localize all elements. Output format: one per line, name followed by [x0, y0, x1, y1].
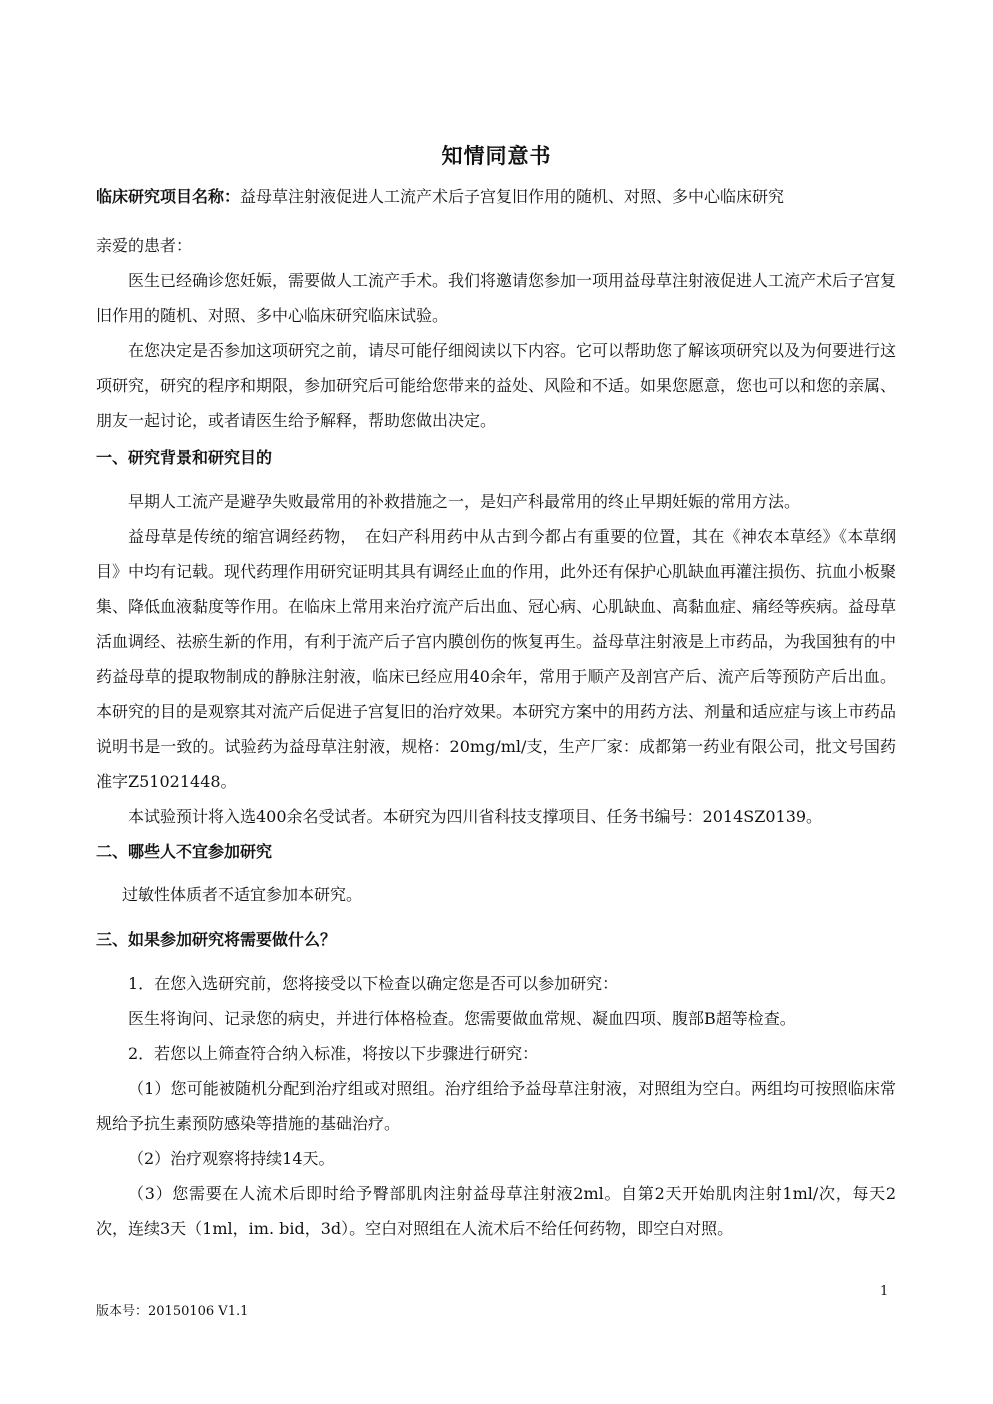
intro-paragraph-1: 医生已经确诊您妊娠，需要做人工流产手术。我们将邀请您参加一项用益母草注射液促进人工流产术后子宫复旧作用的随机、对照、多中心临床研究临床试验。	[96, 271, 897, 325]
section-2-paragraph-1: 过敏性体质者不适宜参加本研究。	[122, 885, 363, 904]
document-body	[96, 228, 896, 438]
section-2-heading: 二、哪些人不宜参加研究	[96, 842, 273, 861]
section-3	[96, 922, 896, 957]
section-1-body	[96, 484, 896, 834]
section-1-paragraph-1: 早期人工流产是避孕失败最常用的补救措施之一，是妇产科最常用的终止早期妊娠的常用方法。	[128, 492, 801, 511]
section-3-heading: 三、如果参加研究将需要做什么？	[96, 930, 337, 949]
intro-paragraph-2: 在您决定是否参加这项研究之前，请尽可能仔细阅读以下内容。它可以帮助您了解该项研究以及为何要进行这项研究，研究的程序和期限，参加研究后可能给您带来的益处、风险和不适。如果您愿意，您也可以和您的亲属、朋友一起讨论，或者请医生给予解释，帮助您做出决定。	[96, 341, 897, 430]
section-1-heading: 一、研究背景和研究目的	[96, 448, 273, 467]
section-1-paragraph-3: 本试验预计将入选400余名受试者。本研究为四川省科技支撑项目、任务书编号：2014SZ0139。	[128, 807, 823, 826]
section-1-paragraph-2: 益母草是传统的缩宫调经药物， 在妇产科用药中从古到今都占有重要的位置，其在《神农本草经》《本草纲目》中均有记载。现代药理作用研究证明其具有调经止血的作用，此外还有保护心肌缺血再灌注损伤、抗血小板聚集、降低血液黏度等作用。在临床上常用来治疗流产后出血、冠心病、心肌缺血、高黏血症、痛经等疾病。益母草活血调经、祛瘀生新的作用，有利于流产后子宫内膜创伤的恢复再生。益母草注射液是上市药品，为我国独有的中药益母草的提取物制成的静脉注射液，临床已经应用40余年，常用于顺产及剖宫产后、流产后等预防产后出血。本研究的目的是观察其对流产后促进子宫复旧的治疗效果。本研究方案中的用药方法、剂量和适应症与该上市药品说明书是一致的。试验药为益母草注射液，规格：20mg/ml/支，生产厂家：成都第一药业有限公司，批文号国药准字Z51021448。	[96, 527, 897, 791]
section-3-paragraph-6: （3）您需要在人流术后即时给予臀部肌肉注射益母草注射液2ml。自第2天开始肌肉注射1ml/次，每天2次，连续3天（1ml，im. bid，3d）。空白对照组在人流术后不给任何药物，即空白对照。	[96, 1184, 896, 1238]
section-1	[96, 440, 896, 475]
greeting: 亲爱的患者：	[96, 236, 193, 255]
page-number: 1	[880, 1284, 889, 1299]
project-name-label: 临床研究项目名称：	[96, 187, 241, 206]
section-3-paragraph-1: 1．在您入选研究前，您将接受以下检查以确定您是否可以参加研究：	[128, 974, 619, 993]
section-2	[96, 834, 896, 912]
section-3-paragraph-5: （2）治疗观察将持续14天。	[128, 1149, 335, 1168]
project-name-value: 益母草注射液促进人工流产术后子宫复旧作用的随机、对照、多中心临床研究	[240, 187, 785, 206]
section-3-paragraph-3: 2．若您以上筛查符合纳入标准，将按以下步骤进行研究：	[128, 1044, 539, 1063]
section-3-paragraph-4: （1）您可能被随机分配到治疗组或对照组。治疗组给予益母草注射液，对照组为空白。两组均可按照临床常规给予抗生素预防感染等措施的基础治疗。	[96, 1079, 896, 1133]
section-3-body	[96, 966, 896, 1246]
document-title: 知情同意书	[441, 144, 552, 168]
version-footer: 版本号：20150106 V1.1	[96, 1304, 249, 1319]
project-name-line	[96, 184, 906, 210]
section-3-paragraph-2: 医生将询问、记录您的病史，并进行体格检查。您需要做血常规、凝血四项、腹部B超等检查。	[128, 1009, 796, 1028]
